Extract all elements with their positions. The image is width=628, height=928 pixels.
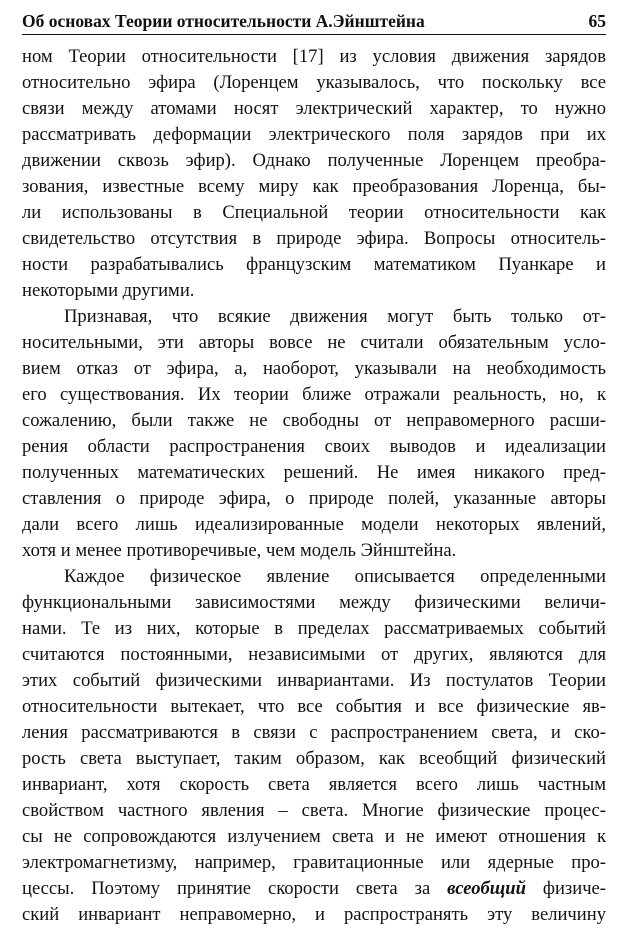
text-line: относительности вытекает, что все события и все физические яв-: [22, 696, 606, 717]
text-line: свидетельство отсутствия в природе эфира. Вопросы относитель-: [22, 228, 606, 249]
text-line: ли использованы в Специальной теории относительности как: [22, 202, 606, 223]
emphasized-word: всеобщий: [447, 878, 526, 899]
text-line: свойством частного явления – света. Многие физические процес-: [22, 800, 606, 821]
text-line: ский инвариант неправомерно, и распространять эту величину: [22, 904, 606, 925]
text-line: движении сквозь эфир). Однако полученные Лоренцем преобра-: [22, 150, 606, 171]
running-header: [22, 8, 606, 35]
text-line: нами. Те из них, которые в пределах рассматриваемых событий: [22, 618, 606, 639]
header-title: Об основах Теории относительности А.Эйнштейна: [22, 11, 425, 31]
text-line: дали всего лишь идеализированные модели некоторых явлений,: [22, 514, 606, 535]
text-line: связи между атомами носят электрический характер, то нужно: [22, 98, 606, 119]
text-line: Каждое физическое явление описывается определенными: [64, 566, 606, 587]
text-line: зования, известные всему миру как преобразования Лоренца, бы-: [22, 176, 606, 197]
text-line: его существования. Их теории ближе отражали реальность, но, к: [22, 384, 606, 405]
text-line: относительно эфира (Лоренцем указывалось, что поскольку все: [22, 72, 606, 93]
text-line: рость света выступает, таким образом, как всеобщий физический: [22, 748, 606, 769]
text-line: ности разрабатывались французским математиком Пуанкаре и: [22, 254, 606, 275]
paragraph-3: [22, 564, 606, 928]
text-line: сы не сопровождаются излучением света и не имеют отношения к: [22, 826, 606, 847]
text-line: сожалению, были также не свободны от неправомерного расши-: [22, 410, 606, 431]
text-line: Признавая, что всякие движения могут быть только от-: [64, 306, 606, 327]
text-line-with-emphasis: [22, 876, 606, 902]
text-line: инвариант, хотя скорость света является всего лишь частным: [22, 774, 606, 795]
text-line: вием отказ от эфира, а, наоборот, указывали на необходимость: [22, 358, 606, 379]
text-line: этих событий физическими инвариантами. Из постулатов Теории: [22, 670, 606, 691]
text-line: ставления о природе эфира, о природе полей, указанные авторы: [22, 488, 606, 509]
page-number: 65: [588, 11, 606, 31]
text-line: полученных математических решений. Не имея никакого пред-: [22, 462, 606, 483]
text-line: ном Теории относительности [17] из условия движения зарядов: [22, 46, 606, 67]
text-line: хотя и менее противоречивые, чем модель Эйнштейна.: [22, 540, 457, 561]
paragraph-2: [22, 304, 606, 564]
text-line: электромагнетизму, например, гравитационные или ядерные про-: [22, 852, 606, 873]
text-line: некоторыми другими.: [22, 280, 195, 301]
body-text: [22, 44, 606, 928]
text-line: рения области распространения своих выводов и идеализации: [22, 436, 606, 457]
text-line: ления рассматриваются в связи с распространением света, и ско-: [22, 722, 606, 743]
text-line: функциональными зависимостями между физическими величи-: [22, 592, 606, 613]
line-text-before: цессы. Поэтому принятие скорости света за: [22, 878, 448, 899]
text-line: рассматривать деформации электрического поля зарядов при их: [22, 124, 606, 145]
line-text-after: физиче-: [525, 878, 606, 899]
text-line: носительными, эти авторы вовсе не считали обязательным усло-: [22, 332, 606, 353]
text-line: считаются постоянными, независимыми от других, являются для: [22, 644, 606, 665]
paragraph-1: [22, 44, 606, 304]
